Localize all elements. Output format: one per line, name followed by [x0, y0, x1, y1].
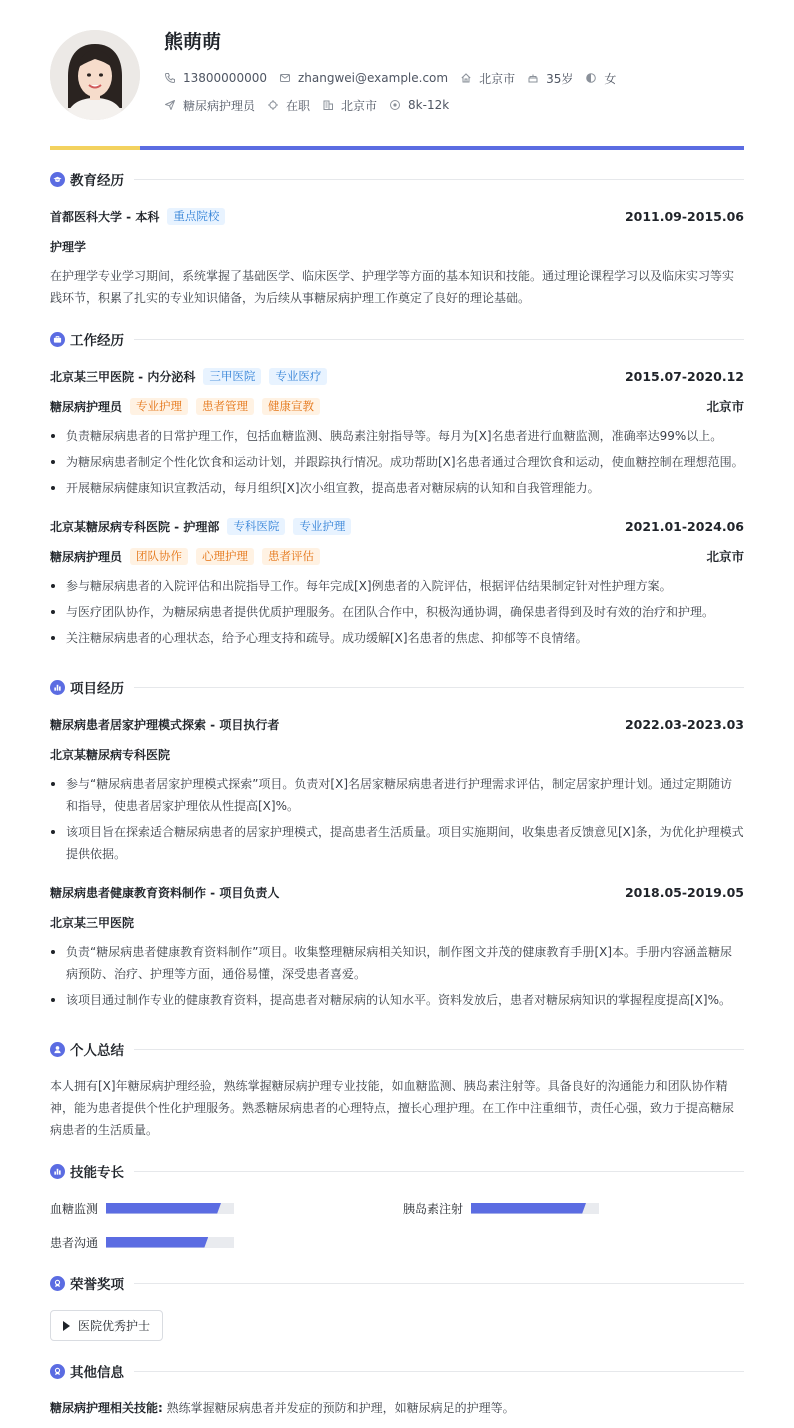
skill-level-bar [106, 1237, 234, 1248]
company-tag: 专科医院 [227, 518, 285, 535]
job-period: 2021.01-2024.06 [624, 518, 744, 534]
skill-item [403, 1198, 599, 1218]
bar-chart-icon [50, 680, 65, 695]
job-period: 2015.07-2020.12 [624, 368, 744, 384]
role-tag: 患者评估 [262, 548, 320, 565]
project-bullet: 该项目旨在探索适合糖尿病患者的居家护理模式，提高患者生活质量。项目实施期间，收集患者反馈意见[X]条，为优化护理模式提供依据。 [50, 821, 744, 865]
send-icon [164, 99, 176, 111]
work-city-item [322, 97, 377, 114]
section-title: 项目经历 [70, 681, 124, 697]
job-role: 糖尿病护理员 [50, 549, 123, 564]
avatar-portrait [50, 30, 140, 120]
city-item [460, 70, 515, 87]
section-title: 个人总结 [70, 1043, 124, 1059]
job-role: 糖尿病护理员 [50, 399, 123, 414]
other-info [50, 1398, 744, 1418]
section-projects [50, 677, 744, 697]
project-org: 北京某三甲医院 [50, 915, 135, 930]
job-bullet: 参与糖尿病患者的入院评估和出院指导工作。每年完成[X]例患者的入院评估，根据评估结果制定针对性护理方案。 [50, 575, 744, 597]
education-description: 在护理学专业学习期间，系统掌握了基础医学、临床医学、护理学等方面的基本知识和技能。通过理论课程学习以及临床实习等实践环节，积累了扎实的专业知识储备，为后续从事糖尿病护理工作奠定了良好的理论基础。 [50, 269, 735, 305]
work-city-text: 北京市 [341, 98, 378, 113]
job-location: 北京市 [706, 549, 744, 564]
award-icon [50, 1364, 65, 1379]
section-skills [50, 1161, 744, 1181]
job-bullet: 负责糖尿病患者的日常护理工作，包括血糖监测、胰岛素注射指导等。每月为[X]名患者进行血糖监测，准确率达99%以上。 [50, 425, 744, 447]
company-tag: 三甲医院 [203, 368, 261, 385]
skill-name: 血糖监测 [50, 1201, 99, 1216]
skill-name: 患者沟通 [50, 1235, 99, 1250]
gender-icon [585, 72, 597, 84]
position-text: 糖尿病护理员 [183, 98, 256, 113]
role-tag: 团队协作 [130, 548, 188, 565]
play-icon [63, 1321, 70, 1331]
project-bullet: 该项目通过制作专业的健康教育资料，提高患者对糖尿病的认知水平。资料发放后，患者对糖尿病知识的掌握程度提高[X]%。 [50, 989, 744, 1011]
school-tag: 重点院校 [167, 208, 225, 225]
job-bullet: 关注糖尿病患者的心理状态，给予心理支持和疏导。成功缓解[X]名患者的焦虑、抑郁等不良情绪。 [50, 627, 744, 649]
skill-level-fill [106, 1237, 208, 1248]
section-honors [50, 1273, 744, 1293]
position-item [164, 97, 255, 114]
job-role-line [50, 546, 744, 566]
phone-text: 13800000000 [183, 71, 267, 85]
age-item [527, 70, 573, 87]
user-icon [50, 1042, 65, 1057]
contact-row [164, 69, 628, 87]
home-icon [460, 72, 472, 84]
project-org-line [50, 744, 744, 764]
project-header [50, 714, 744, 734]
project-org-line [50, 912, 744, 932]
section-title: 教育经历 [70, 173, 124, 189]
skill-level-bar [471, 1203, 599, 1214]
company-tag: 专业护理 [293, 518, 351, 535]
section-title: 荣誉奖项 [70, 1277, 124, 1293]
project-bullet: 负责“糖尿病患者健康教育资料制作”项目。收集整理糖尿病相关知识，制作图文并茂的健康教育手册[X]本。手册内容涵盖糖尿病预防、治疗、护理等方面，通俗易懂，深受患者喜爱。 [50, 941, 744, 985]
salary-item [389, 98, 449, 112]
role-tag: 患者管理 [196, 398, 254, 415]
avatar [50, 30, 140, 120]
job-bullet: 为糖尿病患者制定个性化饮食和运动计划，并跟踪执行情况。成功帮助[X]名患者通过合理饮食和运动，使血糖控制在理想范围。 [50, 451, 744, 473]
other-text: 熟练掌握糖尿病患者并发症的预防和护理，如糖尿病足的护理等。 [166, 1401, 515, 1415]
award-icon [50, 1276, 65, 1291]
project-name: 糖尿病患者居家护理模式探索 - 项目执行者 [50, 717, 280, 732]
project-period: 2022.03-2023.03 [624, 716, 744, 732]
salary-icon [389, 99, 401, 111]
job-role-line [50, 396, 744, 416]
role-tag: 健康宣教 [262, 398, 320, 415]
job-header [50, 516, 744, 536]
status-item [267, 97, 310, 114]
job-bullet: 开展糖尿病健康知识宣教活动，每月组织[X]次小组宣教，提高患者对糖尿病的认知和自我管理能力。 [50, 477, 744, 499]
bar-chart-icon [50, 1164, 65, 1179]
status-text: 在职 [286, 98, 311, 113]
role-tag: 心理护理 [196, 548, 254, 565]
job-header [50, 366, 744, 386]
other-label: 糖尿病护理相关技能: [50, 1401, 163, 1415]
job-intent-row [164, 96, 461, 114]
skill-level-fill [471, 1203, 586, 1214]
job-location: 北京市 [706, 399, 744, 414]
cake-icon [527, 72, 539, 84]
job-bullet: 与医疗团队协作，为糖尿病患者提供优质护理服务。在团队合作中，积极沟通协调，确保患者得到及时有效的治疗和护理。 [50, 601, 744, 623]
section-education [50, 169, 744, 189]
skill-item [50, 1232, 234, 1252]
phone-item [164, 71, 267, 85]
honor-text: 医院优秀护士 [78, 1319, 151, 1333]
honor-badge [50, 1310, 163, 1341]
company-tag: 专业医疗 [269, 368, 327, 385]
education-header [50, 206, 744, 226]
gender-item [585, 70, 616, 87]
email-icon [279, 72, 291, 84]
project-header [50, 882, 744, 902]
role-tag: 专业护理 [130, 398, 188, 415]
briefcase-icon [50, 332, 65, 347]
section-title: 工作经历 [70, 333, 124, 349]
major-line [50, 236, 744, 256]
gender-text: 女 [604, 71, 617, 86]
header-divider [50, 146, 744, 150]
project-name: 糖尿病患者健康教育资料制作 - 项目负责人 [50, 885, 280, 900]
project-bullet: 参与“糖尿病患者居家护理模式探索”项目。负责对[X]名居家糖尿病患者进行护理需求评估，制定居家护理计划。通过定期随访和指导，使患者居家护理依从性提高[X]%。 [50, 773, 744, 817]
section-title: 技能专长 [70, 1165, 124, 1181]
phone-icon [164, 72, 176, 84]
building-icon [322, 99, 334, 111]
skill-level-bar [106, 1203, 234, 1214]
skill-level-fill [106, 1203, 221, 1214]
section-other [50, 1361, 744, 1381]
city-text: 北京市 [479, 71, 516, 86]
resume-header [50, 30, 744, 130]
skill-item [50, 1198, 234, 1218]
graduation-cap-icon [50, 172, 65, 187]
major: 护理学 [50, 239, 87, 254]
age-text: 35岁 [546, 71, 574, 86]
project-org: 北京某糖尿病专科医院 [50, 747, 171, 762]
school-name: 首都医科大学 - 本科 [50, 209, 160, 224]
section-title: 其他信息 [70, 1365, 124, 1381]
email-item [279, 71, 448, 85]
project-period: 2018.05-2019.05 [624, 884, 744, 900]
section-summary [50, 1039, 744, 1059]
company-name: 北京某三甲医院 - 内分泌科 [50, 369, 196, 384]
salary-text: 8k-12k [408, 98, 450, 112]
section-work [50, 329, 744, 349]
company-name: 北京某糖尿病专科医院 - 护理部 [50, 519, 220, 534]
status-icon [267, 99, 279, 111]
email-text: zhangwei@example.com [297, 71, 449, 85]
education-period: 2011.09-2015.06 [624, 208, 744, 224]
skill-name: 胰岛素注射 [403, 1201, 464, 1216]
summary-text: 本人拥有[X]年糖尿病护理经验，熟练掌握糖尿病护理专业技能，如血糖监测、胰岛素注射等。具备良好的沟通能力和团队协作精神，能为患者提供个性化护理服务。熟悉糖尿病患者的心理特点，擅长心理护理。在工作中注重细节，责任心强，致力于提高糖尿病患者的生活质量。 [50, 1079, 735, 1137]
candidate-name: 熊萌萌 [164, 31, 222, 53]
